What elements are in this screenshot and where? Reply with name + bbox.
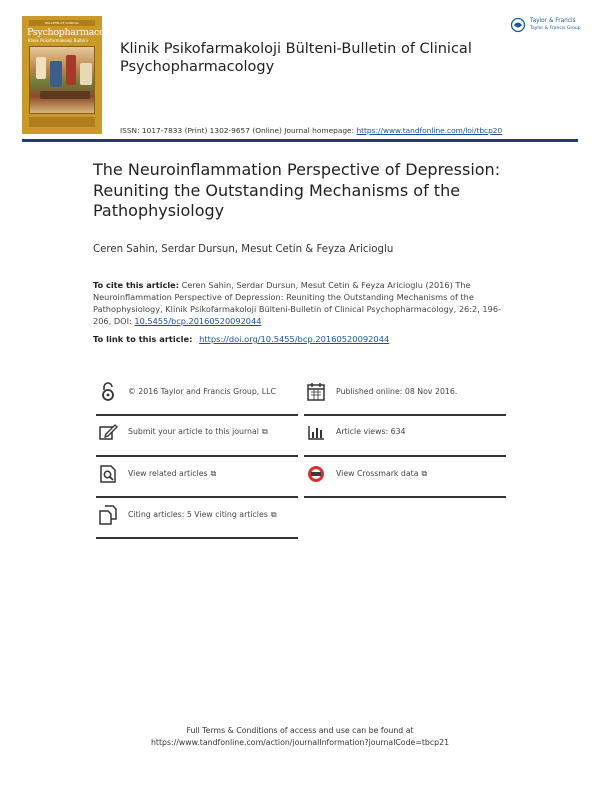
copyright-cell: [98, 382, 298, 404]
citation-label: To cite this article:: [93, 280, 179, 290]
article-views-cell: [306, 422, 506, 444]
cover-band: [29, 20, 95, 26]
article-link-line: [93, 334, 389, 344]
crossmark-link[interactable]: [336, 469, 427, 479]
journal-homepage-link[interactable]: https://www.tandfonline.com/loi/tbcp20: [356, 126, 503, 135]
header-rule: [22, 139, 578, 142]
citation-doi-link[interactable]: 10.5455/bcp.20160520092044: [134, 316, 262, 326]
issn-text: ISSN: 1017-7833 (Print) 1302-9657 (Online) Journal homepage:: [120, 126, 355, 135]
edit-pencil-icon: [98, 422, 118, 442]
citing-articles-text: Citing articles: 5 View citing articles: [128, 510, 268, 519]
divider: [304, 414, 506, 416]
external-link-icon: ⧉: [421, 469, 428, 478]
external-link-icon: ⧉: [270, 510, 277, 519]
cover-band-text: BULLETIN OF CLINICAL: [44, 21, 80, 25]
divider: [304, 455, 506, 457]
submit-article-cell[interactable]: [98, 422, 298, 444]
publisher-name-line2: Taylor & Francis Group: [530, 26, 581, 31]
submit-article-text: Submit your article to this journal: [128, 427, 259, 436]
related-articles-link[interactable]: [128, 469, 216, 479]
journal-cover-image: [22, 16, 124, 134]
published-cell: [306, 382, 506, 404]
cover-title: Psychopharmacology: [27, 27, 124, 38]
citing-articles-cell[interactable]: [98, 505, 298, 527]
divider: [96, 455, 298, 457]
divider: [96, 537, 298, 539]
submit-article-link[interactable]: [128, 427, 268, 437]
bar-chart-icon: [306, 422, 326, 442]
article-title: The Neuroinflammation Perspective of Depression: Reuniting the Outstanding Mechanisms of the Pathophysiology: [93, 160, 501, 220]
related-articles-text: View related articles: [128, 469, 208, 478]
published-date-text: Published online: 08 Nov 2016.: [336, 387, 458, 396]
citation-block: [93, 279, 513, 327]
footer-line-1: Full Terms & Conditions of access and use can be found at: [186, 726, 414, 735]
copyright-text: © 2016 Taylor and Francis Group, LLC: [128, 387, 276, 396]
crossmark-icon: [306, 464, 326, 484]
article-authors: Ceren Sahin, Serdar Dursun, Mesut Cetin & Feyza Aricioglu: [93, 244, 394, 255]
citation-text: Ceren Sahin, Serdar Dursun, Mesut Cetin & Feyza Aricioglu (2016) The Neuroinflammation Perspective of Depression: Reuniting the Outstanding Mechanisms of the Pathophysiology, Klinik Psikofarmakoloji Bülteni-Bulletin of Clinical Psychopharmacology, 26:2, 196-206, DOI:: [93, 280, 502, 326]
crossmark-cell[interactable]: [306, 464, 506, 486]
publisher-name-line1: Taylor & Francis: [530, 18, 576, 24]
citing-articles-icon: [98, 505, 118, 525]
cover-artwork: [29, 46, 95, 114]
citing-articles-link[interactable]: [128, 510, 277, 520]
cover-footer-band: [29, 117, 95, 127]
crossmark-text: View Crossmark data: [336, 469, 419, 478]
publisher-name: [530, 18, 581, 32]
related-articles-icon: [98, 464, 118, 484]
article-doi-url-link[interactable]: https://doi.org/10.5455/bcp.20160520092044: [199, 334, 390, 344]
external-link-icon: ⧉: [261, 427, 268, 436]
related-articles-cell[interactable]: [98, 464, 298, 486]
page-footer: [0, 725, 600, 749]
external-link-icon: ⧉: [210, 469, 217, 478]
calendar-icon: [306, 382, 326, 402]
journal-title: Klinik Psikofarmakoloji Bülteni-Bulletin of Clinical Psychopharmacology: [120, 41, 472, 75]
article-link-label: To link to this article:: [93, 334, 193, 344]
divider: [96, 496, 298, 498]
divider: [96, 414, 298, 416]
divider: [304, 496, 506, 498]
cover-subtitle: Klinik Psikofarmakoloji Bulteni: [28, 38, 88, 43]
article-views-text: Article views: 634: [336, 427, 406, 436]
open-access-lock-icon: [98, 382, 118, 402]
issn-line: [120, 126, 502, 135]
footer-terms-url[interactable]: https://www.tandfonline.com/action/journalInformation?journalCode=tbcp21: [150, 738, 450, 747]
